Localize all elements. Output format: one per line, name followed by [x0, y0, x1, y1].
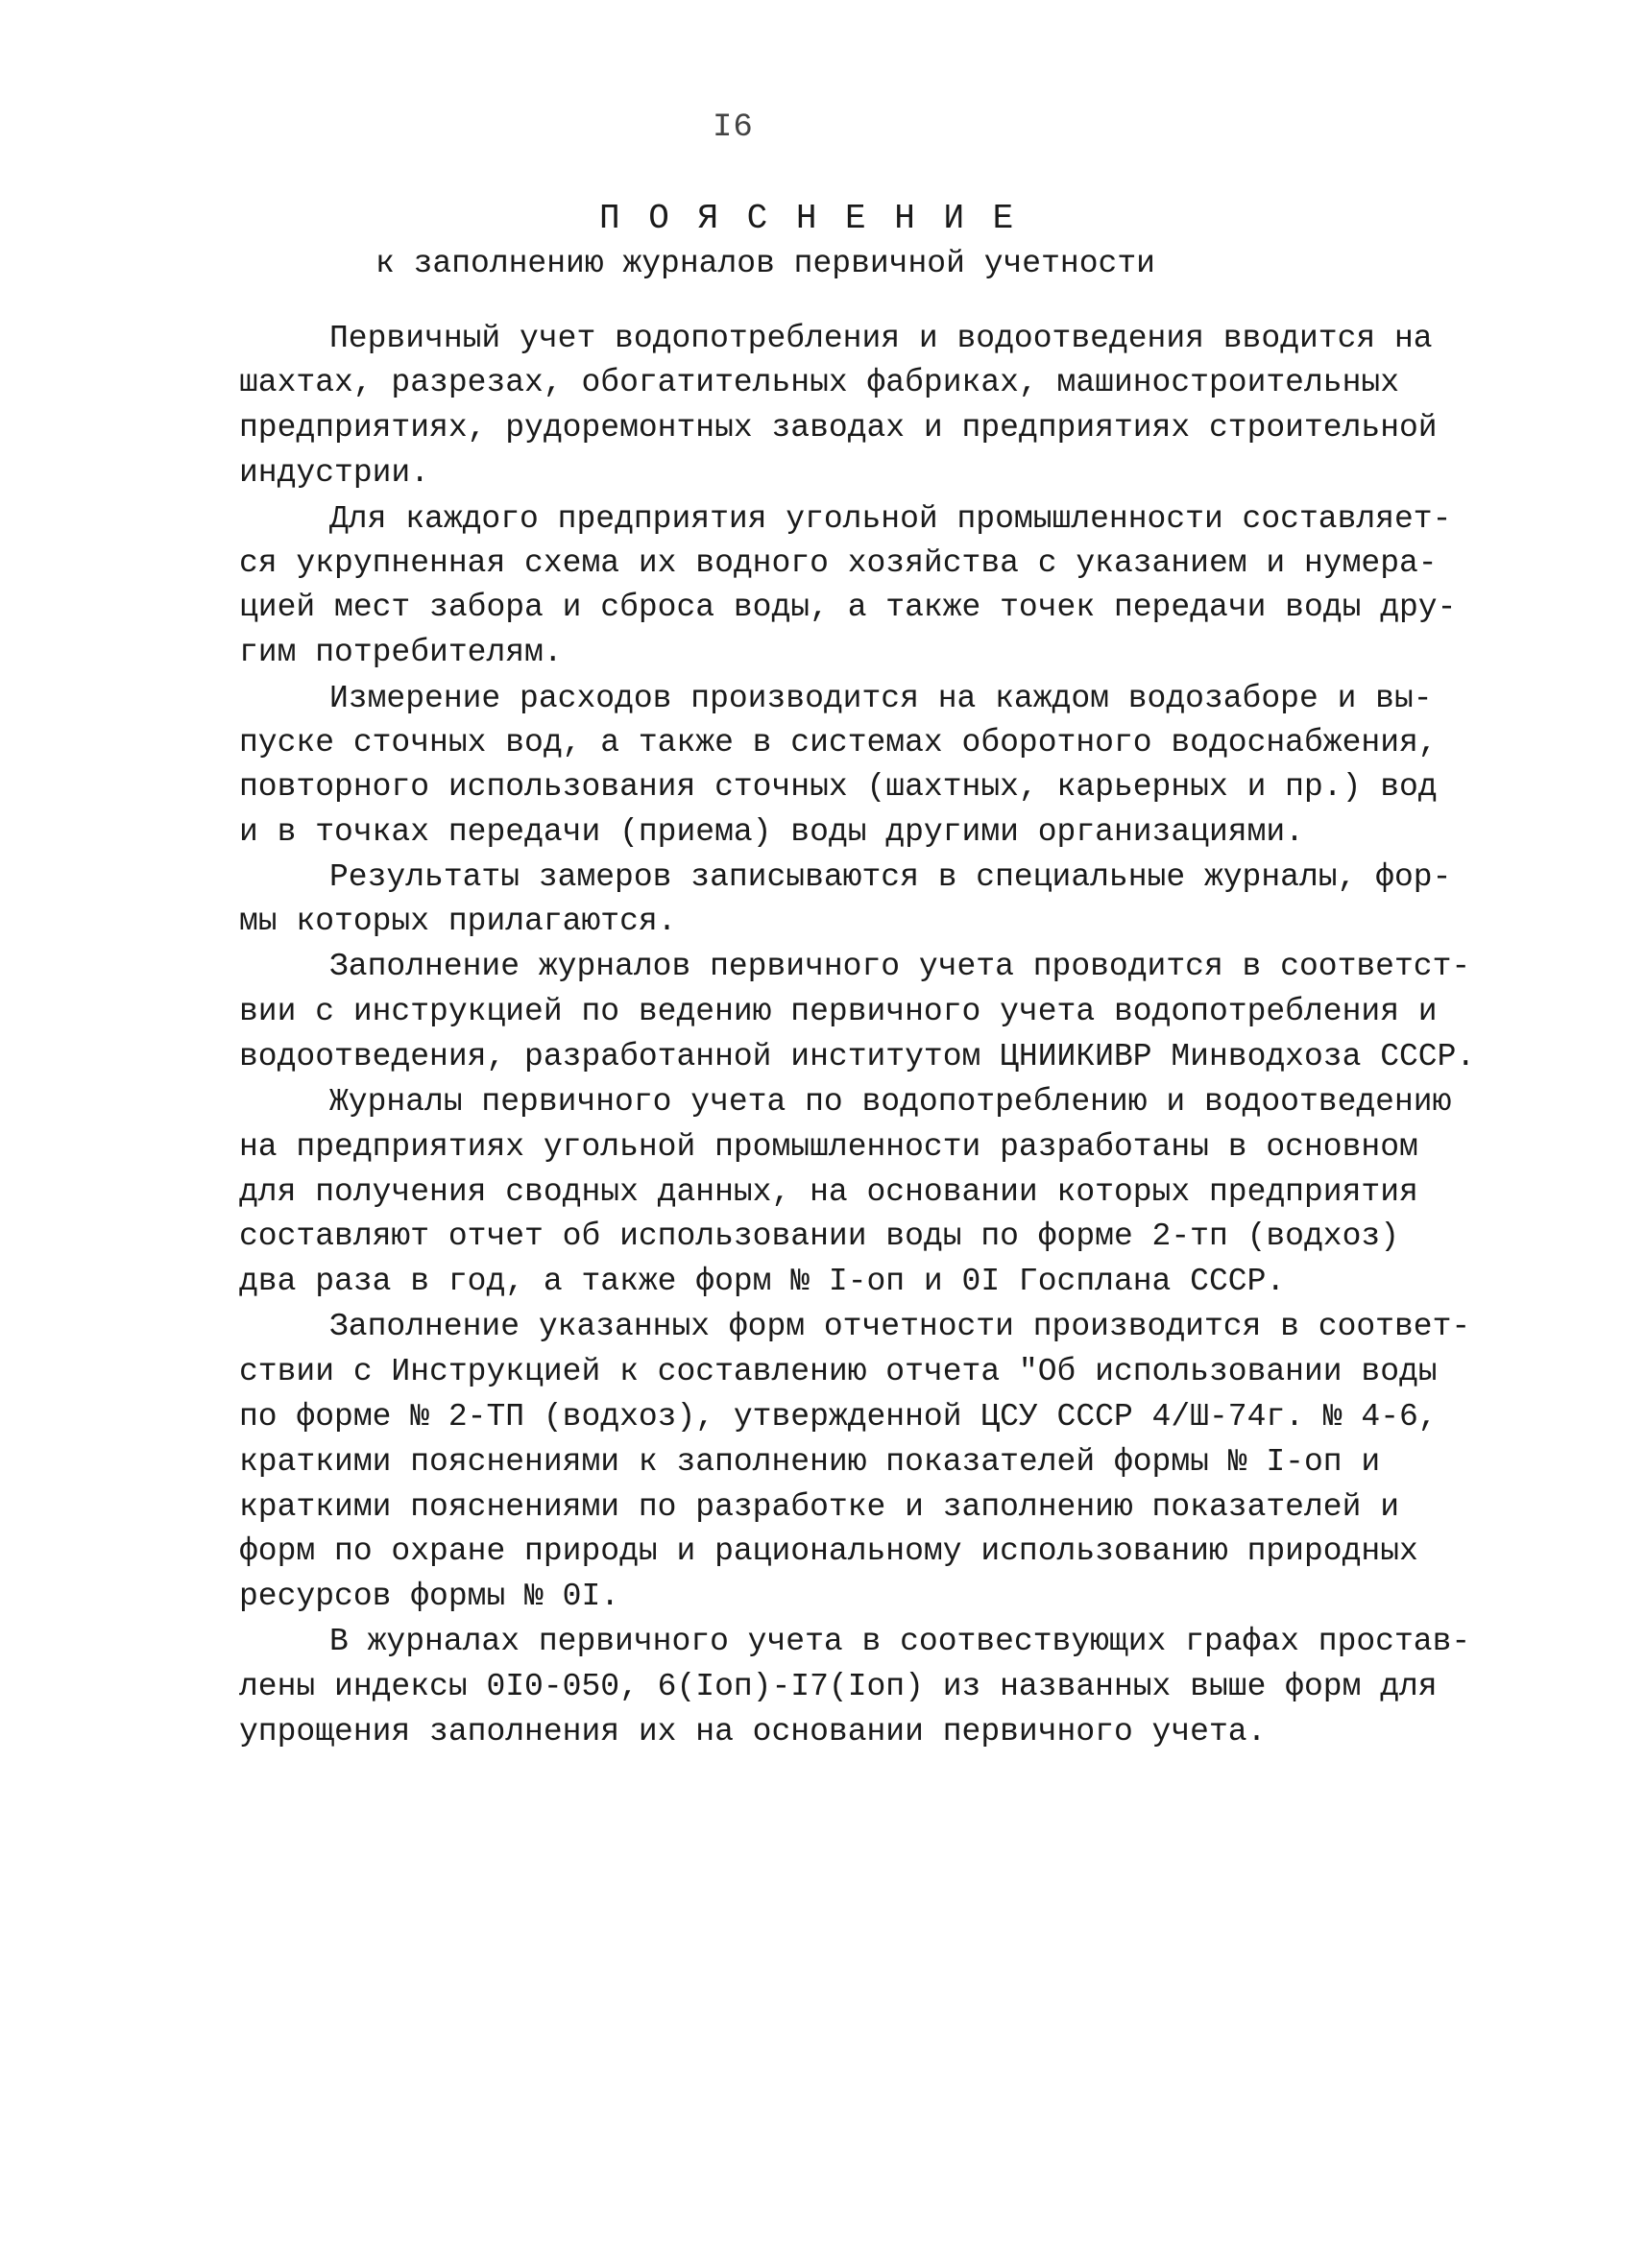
text-line: Журналы первичного учета по водопотреблению и водоотведению — [329, 1084, 1452, 1120]
text-line: пуске сточных вод, а также в системах оборотного водоснабжения, — [239, 725, 1438, 760]
text-line: шахтах, разрезах, обогатительных фабриках, машиностроительных — [239, 365, 1399, 400]
text-line: гим потребителям. — [239, 635, 563, 670]
text-line: индустрии. — [239, 455, 430, 491]
text-line: составляют отчет об использовании воды по форме 2-тп (водхоз) — [239, 1218, 1399, 1254]
text-line: упрощения заполнения их на основании первичного учета. — [239, 1714, 1267, 1749]
text-line: лены индексы 0I0-050, 6(Iоп)-I7(Iоп) из названных выше форм для — [239, 1669, 1438, 1704]
document-title: П О Я С Н Е Н И Е — [599, 199, 1018, 238]
text-line: мы которых прилагаются. — [239, 904, 677, 939]
text-line: и в точках передачи (приема) воды другими организациями. — [239, 814, 1304, 850]
text-line: Заполнение указанных форм отчетности производится в соответ- — [329, 1309, 1471, 1344]
text-line: ся укрупненная схема их водного хозяйства с указанием и нумера- — [239, 545, 1438, 581]
text-line: на предприятиях угольной промышленности разработаны в основном — [239, 1129, 1418, 1165]
text-line: два раза в год, а также форм № I-оп и 0I Госплана СССР. — [239, 1264, 1286, 1299]
text-line: вии с инструкцией по ведению первичного учета водопотребления и — [239, 994, 1438, 1029]
text-line: Первичный учет водопотребления и водоотведения вводится на — [329, 321, 1433, 356]
text-line: ствии с Инструкцией к составлению отчета "Об использовании воды — [239, 1354, 1438, 1389]
text-line: краткими пояснениями к заполнению показателей формы № I-оп и — [239, 1444, 1381, 1480]
page-number: I6 — [713, 109, 754, 146]
text-line: для получения сводных данных, на основании которых предприятия — [239, 1174, 1418, 1210]
text-line: цией мест забора и сброса воды, а также точек передачи воды дру- — [239, 590, 1457, 625]
text-line: предприятиях, рудоремонтных заводах и предприятиях строительной — [239, 410, 1438, 446]
text-line: Результаты замеров записываются в специальные журналы, фор- — [329, 859, 1452, 895]
text-line: Измерение расходов производится на каждом водозаборе и вы- — [329, 681, 1433, 716]
document-subtitle: к заполнению журналов первичной учетности — [375, 246, 1155, 281]
text-line: водоотведения, разработанной институтом ЦНИИКИВР Минводхоза СССР. — [239, 1039, 1476, 1074]
text-line: В журналах первичного учета в соотвествующих графах простав- — [329, 1624, 1471, 1659]
text-line: по форме № 2-ТП (водхоз), утвержденной ЦСУ СССР 4/Ш-74г. № 4-6, — [239, 1399, 1438, 1435]
text-line: Для каждого предприятия угольной промышленности составляет- — [329, 501, 1452, 537]
text-line: повторного использования сточных (шахтных, карьерных и пр.) вод — [239, 769, 1438, 805]
text-line: форм по охране природы и рациональному использованию природных — [239, 1533, 1418, 1569]
text-line: Заполнение журналов первичного учета проводится в соответст- — [329, 949, 1471, 984]
text-line: краткими пояснениями по разработке и заполнению показателей и — [239, 1489, 1399, 1525]
text-line: ресурсов формы № 0I. — [239, 1579, 620, 1614]
